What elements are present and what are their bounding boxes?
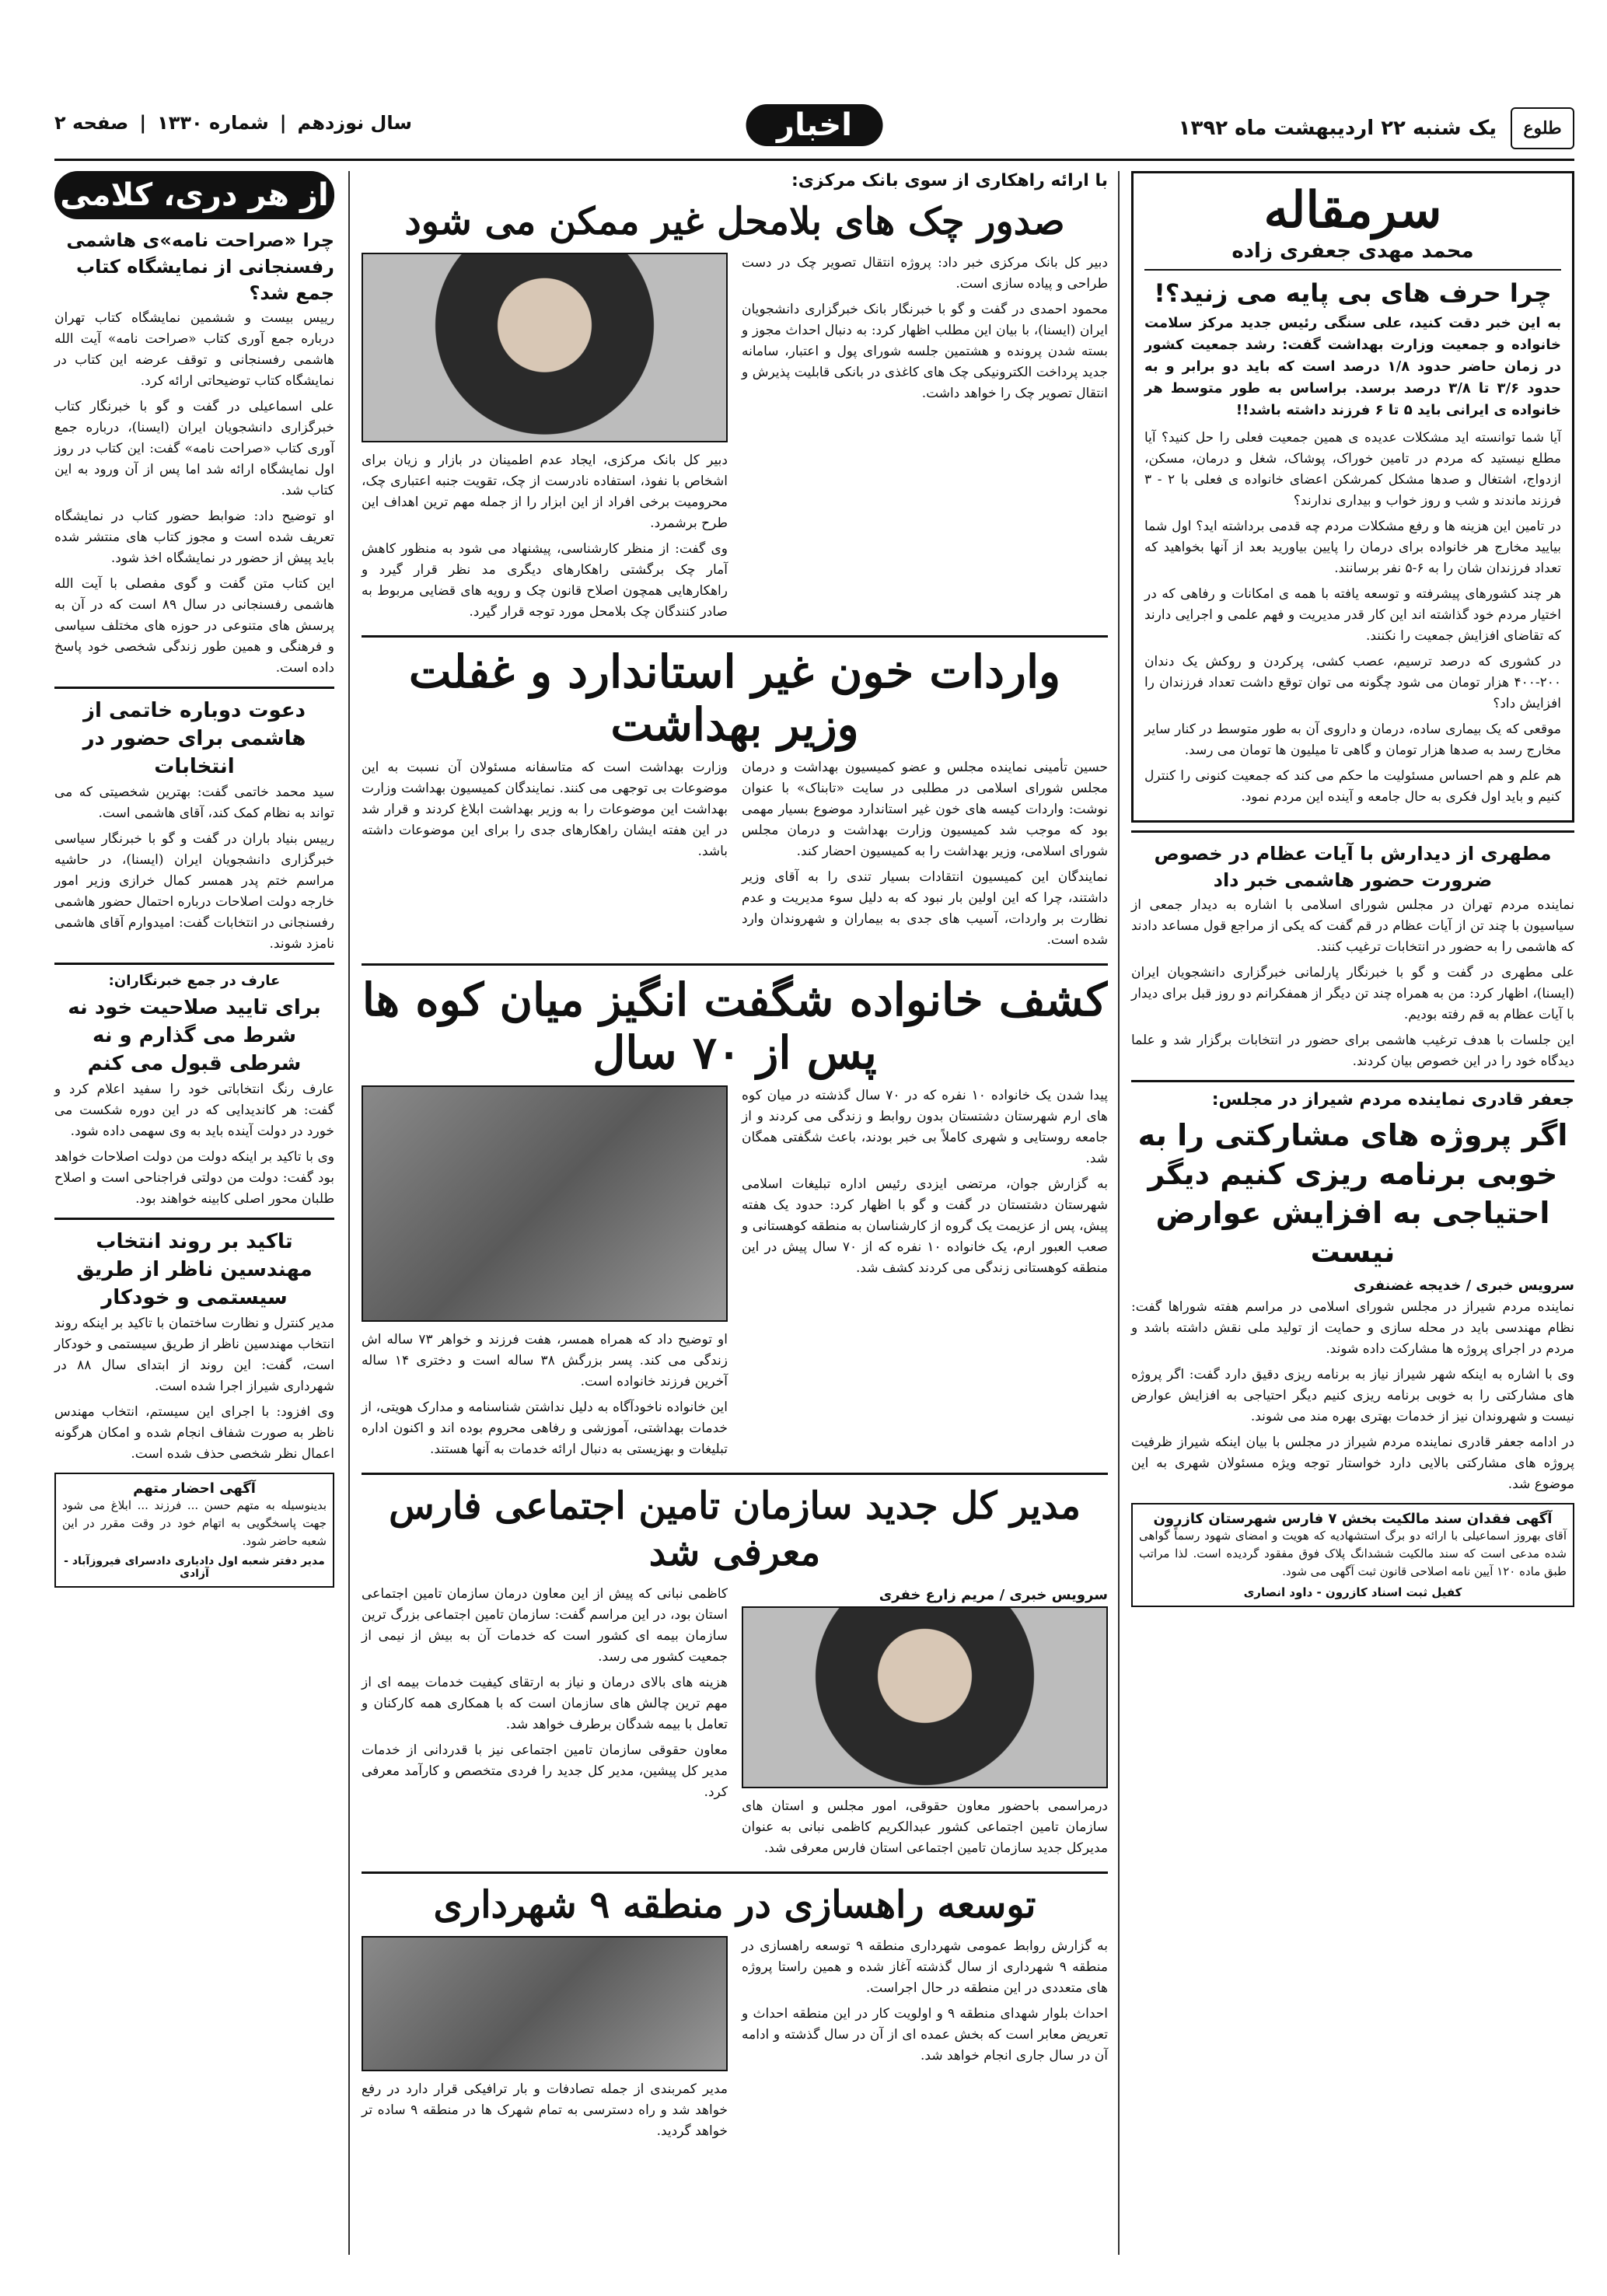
village-paragraph: این خانواده ناخودآگاه به دلیل نداشتن شناسنامه و مدارک هویتی، از خدمات بهداشتی، آموزشی و رفاهی محروم بوده اند و اکنون اداره تبلیغات و بهزیستی به دنبال ارائه خدمات به آنها هستند. bbox=[362, 1400, 728, 1457]
side-feature-paragraph: نماینده مردم شیراز در مجلس شورای اسلامی در مراسم هفته شوراها گفت: نظام مهندسی باید در محله سازی و حمایت از تولید ملی نقش داشته باشد و مردم در اجرای پروژه ها مشارکت داده شوند. bbox=[1131, 1299, 1574, 1357]
left-story-headline: برای تایید صلاحیت خود نه شرط می گذارم و نه شرطی قبول می کنم bbox=[68, 996, 321, 1075]
column-divider bbox=[348, 171, 350, 2255]
side-feature-headline: اگر پروژه های مشارکتی را به خوبی برنامه ریزی کنیم دیگر احتیاجی به افزایش عوارض نیست bbox=[1137, 1118, 1568, 1269]
left-story-paragraph: این کتاب متن گفت و گوی مفصلی با آیت الله هاشمی رفسنجانی در سال ۸۹ است که در آن به پرسش های متنوعی در حوزه های مختلف سیاسی و فرهنگی و همین طور زندگی شخصی خود پاسخ داده است. bbox=[54, 576, 334, 676]
manager-paragraph: درمراسمی باحضور معاون حقوقی، امور مجلس و استان های سازمان تامین اجتماعی کشور عبدالکریم کاظمی نبانی به عنوان مدیرکل جدید سازمان تامین اجتماعی استان فارس معرفی شد. bbox=[742, 1798, 1108, 1856]
issue-date: یک شنبه ۲۲ اردیبهشت ماه ۱۳۹۲ bbox=[1178, 117, 1497, 140]
left-story-headline: دعوت دوباره خاتمی از هاشمی برای حضور در انتخابات bbox=[82, 699, 306, 778]
side-feature-kicker: جعفر قادری نماینده مردم شیراز در مجلس: bbox=[1211, 1090, 1574, 1110]
editorial-paragraph: هر چند کشورهای پیشرفته و توسعه یافته با همه ی امکانات و رفاهی که در اختیار مردم خود گذاشته اند این کار قدر مدیریت و فهم علمی و اجرایی دارند که تقاضای افزایش جمعیت را نکنند. bbox=[1144, 586, 1561, 644]
side-feature-paragraph: وی با اشاره به اینکه شهر شیراز نیاز به برنامه ریزی دقیق دارد گفت: اگر پروژه های مشارکتی را به خوبی برنامه ریزی کنیم دیگر احتیاجی به افزایش عوارض نیست و شهروندان نیز از خدمات بهتری بهره مند می شوند. bbox=[1131, 1367, 1574, 1424]
village-paragraph: به گزارش جوان، مرتضی ایزدی رئیس اداره تبلیغات اسلامی شهرستان دشتستان در گفت و گو با اظهار کرد: حدود یک هفته پیش، پس از عزیمت یک گروه از کارشناسان به منطقه کوهستانی و صعب العبور ارم، یک خانواده ۱۰ نفره که از ۷۰ سال پیش در این منطقه کوهستانی زندگی می کردند کشف شد. bbox=[742, 1176, 1108, 1276]
summons-ad-signature: مدیر دفتر شعبه اول دادیاری دادسرای فیروزآباد - آزادی bbox=[64, 1555, 325, 1580]
editorial-author: محمد مهدی جعفری زاده bbox=[1144, 239, 1561, 271]
left-story-paragraph: عارف رنگ انتخاباتی خود را سفید اعلام کرد و گفت: هر کاندیدایی که در این دوره شکست می خورد در دولت آینده باید به وی سهمی داده شود. bbox=[54, 1082, 334, 1139]
manager-headline: مدیر کل جدید سازمان تامین اجتماعی فارس معرفی شد bbox=[389, 1484, 1081, 1574]
left-story-paragraph: او توضیح داد: ضوابط حضور کتاب در نمایشگاه تعریف شده است و مجوز کتاب های منتشر شده باید پیش از حضور در نمایشگاه اخذ شود. bbox=[54, 508, 334, 566]
editorial-paragraph: هم علم و هم احساس مسئولیت ما حکم می کند که جمعیت کنونی را کنترل کنیم و باید اول فکری به حال جامعه و آینده این مردم نمود. bbox=[1144, 768, 1561, 805]
left-story-headline: تاکید بر روند انتخاب مهندسین ناظر از طریق سیستمی و خودکار bbox=[76, 1230, 313, 1309]
column-divider bbox=[1118, 171, 1120, 2255]
editorial-headline: چرا حرف های بی پایه می زنید؟! bbox=[1154, 278, 1552, 308]
side-news-paragraph: نماینده مردم تهران در مجلس شورای اسلامی با اشاره به دیدار جمعی از سیاسیون با چند تن از آیات عظام در قم گفت که یکی از مراجع قول مساعد دادند که هاشمی را به حضور در انتخابات ترغیب کنند. bbox=[1131, 897, 1574, 955]
left-column bbox=[54, 171, 334, 1588]
side-feature-paragraph: در ادامه جعفر قادری نماینده مردم شیراز در مجلس با بیان اینکه شیراز ظرفیت پروژه های مشارکتی بالایی دارد خواستار توجه ویژه مسئولان شهری به این موضوع شد. bbox=[1131, 1435, 1574, 1492]
side-news-paragraph: این جلسات با هدف ترغیب هاشمی برای حضور در انتخابات برگزار شد و علما دیدگاه خود را در این خصوص بیان کردند. bbox=[1131, 1033, 1574, 1069]
legal-ad-title: آگهی فقدان سند مالکیت بخش ۷ فارس شهرستان کازرون bbox=[1153, 1511, 1553, 1527]
lead-paragraph: دبیر کل بانک مرکزی، ایجاد عدم اطمینان در بازار و زیان برای اشخاص با نفوذ، استفاده نادرست از چک، تقویت جنبه اعتباری چک، محرومیت برخی افراد از این ابزار را از جمله مهم ترین اهداف این طرح برشمرد. bbox=[362, 453, 728, 531]
left-story-paragraph: وی افزود: با اجرای این سیستم، انتخاب مهندس ناظر به صورت شفاف انجام شده و امکان هرگونه اعمال نظر شخصی حذف شده است. bbox=[54, 1404, 334, 1462]
side-news-headline: مطهری از دیدارش با آیات عظام در خصوص ضرورت حضور هاشمی خبر داد bbox=[1154, 843, 1552, 891]
left-story-paragraph: علی اسماعیلی در گفت و گو با خبرنگار کتاب خبرگزاری دانشجویان ایران (ایسنا)، درباره جمع آوری کتاب «صراحت نامه» گفت: این کتاب در روز اول نمایشگاه ارائه شد اما پس از آن ورود به این کتاب شد. bbox=[54, 399, 334, 498]
road-construction-photo bbox=[362, 1936, 728, 2071]
legal-ad-signature: کفیل ثبت اسناد کازرون - داود انصاری bbox=[1243, 1585, 1462, 1599]
left-story-paragraph: رییس بنیاد باران در گفت و گو با خبرنگار سیاسی خبرگزاری دانشجویان ایران (ایسنا)، در حاشیه مراسم ختم پدر همسر کمال خرازی وزیر امور خارجه دولت اصلاحات درباره احتمال حضور هاشمی رفسنجانی در انتخابات گفت: امیدوارم آقای هاشمی نامزد شوند. bbox=[54, 831, 334, 952]
road-paragraph: به گزارش روابط عمومی شهرداری منطقه ۹ توسعه راهسازی در منطقه ۹ شهرداری از سال گذشته آغاز شده و همین راستا پروژه های متعددی در این منطقه در حال اجراست. bbox=[742, 1938, 1108, 1996]
left-story-paragraph: سید محمد خاتمی گفت: بهترین شخصیتی که می تواند به نظام کمک کند، آقای هاشمی است. bbox=[54, 785, 334, 821]
manager-paragraph: کاظمی نبانی که پیش از این معاون درمان سازمان تامین اجتماعی استان بود، در این مراسم گفت: سازمان تامین اجتماعی بزرگ ترین سازمان بیمه ای کشور است که خدمات آن به بیش از نیمی از جمعیت کشور می رسد. bbox=[362, 1586, 728, 1665]
editorial-box bbox=[1131, 171, 1574, 823]
masthead: طلوع یک شنبه ۲۲ اردیبهشت ماه ۱۳۹۲ اخبار سال نوزدهم | شماره ۱۳۳۰ | صفحه ۲ bbox=[54, 101, 1574, 161]
village-paragraph: پیدا شدن یک خانواده ۱۰ نفره که در ۷۰ سال گذشته در میان کوه های ارم شهرستان دشتستان بدون روابط و زندگی می کردند و از جامعه روستایی و شهری کاملاً بی خبر بودند، باعث شگفتی همگان شد. bbox=[742, 1088, 1108, 1166]
side-feature-byline: سرویس خبری / خدیجه غضنفری bbox=[1354, 1277, 1574, 1294]
village-headline: کشف خانواده شگفت انگیز میان کوه ها پس از ۷۰ سال bbox=[362, 973, 1108, 1079]
blood-paragraph: نمایندگان این کمیسیون انتقادات بسیار تندی را به آقای وزیر داشتند، چرا که این اولین بار نبود که به دلیل سوء مدیریت و عدم نظارت بر واردات، آسیب های جدی به بیماران و شهروندان وارد شده است. bbox=[742, 869, 1108, 948]
official-photo bbox=[362, 253, 728, 442]
left-story-paragraph: مدیر کنترل و نظارت ساختمان با تاکید بر اینکه روند انتخاب مهندسین ناظر از طریق سیستمی و خودکار است، گفت: این روند از ابتدای سال ۸۸ در شهرداری شیراز اجرا شده است. bbox=[54, 1316, 334, 1394]
lead-kicker: با ارائه راهکاری از سوی بانک مرکزی: bbox=[791, 171, 1108, 190]
lead-headline: صدور چک های بلامحل غیر ممکن می شود bbox=[404, 200, 1065, 243]
lead-paragraph: وی گفت: از منظر کارشناسی، پیشنهاد می شود به منظور کاهش آمار چک برگشتی راهکارهای دیگری مد نظر قرار گیرد و راهکارهایی همچون اصلاح قانون چک و رویه های قضایی مربوط به صادر کنندگان چک بلامحل مورد توجه قرار گیرد. bbox=[362, 541, 728, 620]
blood-paragraph: حسین تأمینی نماینده مجلس و عضو کمیسیون بهداشت و درمان مجلس شورای اسلامی در مطلبی در سایت «تابناک» با عنوان نوشت: واردات کیسه های خون غیر استاندارد موضوع بسیار مهمی بود که موجب شد کمیسیون وزارت بهداشت و درمان مجلس شورای اسلامی، وزیر بهداشت را به کمیسیون احضار کند. bbox=[742, 760, 1108, 859]
manager-paragraph: معاون حقوقی سازمان تامین اجتماعی نیز با قدردانی از خدمات مدیر کل پیشین، مدیر کل جدید را فردی متخصص و کارآمد معرفی کرد. bbox=[362, 1742, 728, 1800]
editorial-title: سرمقاله bbox=[1263, 181, 1442, 239]
editorial-paragraph: در تامین این هزینه ها و رفع مشکلات مردم چه قدمی برداشته اید؟ اول شما بیایید مخارج هر خانواده برای درمان را پایین بیاورید بعد از آنها بخواهید که تعداد فرزندان شان را به ۶-۵ نفر برسانند. bbox=[1144, 519, 1561, 576]
volume-year: سال نوزدهم bbox=[297, 112, 412, 134]
section-title: اخبار bbox=[746, 104, 883, 146]
summons-ad-body: بدینوسیله به متهم حسن ... فرزند ... ابلاغ می شود جهت پاسخگویی به اتهام خود در وقت مقرر در این شعبه حاضر شود. bbox=[62, 1498, 327, 1548]
editorial-lead: به این خبر دقت کنید، علی سنگی رئیس جدید مرکز سلامت خانواده و جمعیت وزارت بهداشت گفت: رشد جمعیت کشور در زمان حاضر حدود ۱/۸ درصد است که باید دو برابر و به حدود ۳/۶ تا ۳/۸ درصد برسد. براساس به طور متوسط هر خانواده ی ایرانی باید ۵ تا ۶ فرزند داشته باشد!! bbox=[1144, 315, 1562, 418]
side-news-paragraph: علی مطهری در گفت و گو با خبرنگار پارلمانی خبرگزاری دانشجویان ایران (ایسنا)، اظهار کرد: من به همراه چند تن دیگر از همفکرانم دو روز قبل برای دیدار با آیات عظام به قم رفته بودیم. bbox=[1131, 965, 1574, 1022]
manager-photo bbox=[742, 1606, 1108, 1788]
left-story-kicker: عارف در جمع خبرنگاران: bbox=[108, 973, 281, 989]
left-story-headline: چرا «صراحت نامه»ی هاشمی رفسنجانی از نمایشگاه کتاب جمع شد؟ bbox=[66, 229, 334, 304]
newspaper-logo: طلوع bbox=[1511, 107, 1574, 149]
family-group-photo bbox=[362, 1085, 728, 1322]
lead-paragraph: محمود احمدی در گفت و گو با خبرنگار بانک خبرگزاری دانشجویان ایران (ایسنا)، با بیان این مطلب اظهار کرد: به دنبال احداث مجوز و بسته شدن پرونده و هشتمین جلسه شورای پول و اعتبار، سامانه جدید پرداخت الکترونیکی چک های کاغذی در بانکی قابلیت پذیرش و انتقال تصویر چک را خواهد داشت. bbox=[742, 302, 1108, 401]
issue-number: شماره ۱۳۳۰ bbox=[157, 112, 269, 134]
lead-paragraph: دبیر کل بانک مرکزی خبر داد: پروژه انتقال تصویر چک در دست طراحی و پیاده سازی است. bbox=[742, 255, 1108, 292]
left-story-paragraph: وی با تاکید بر اینکه دولت من دولت اصلاحات خواهد بود گفت: دولت من دولتی فراجناحی است و اصلاح طلبان محور اصلی کابینه خواهند بود. bbox=[54, 1149, 334, 1207]
road-paragraph: مدیر کمربندی از جمله تصادفات و بار ترافیکی قرار دارد در رفع خواهد شد و راه دسترسی به تمام شهرک ها در منطقه ۹ ساده تر خواهد گردید. bbox=[362, 2081, 728, 2139]
legal-ad bbox=[1131, 1503, 1574, 1607]
manager-paragraph: هزینه های بالای درمان و نیاز به ارتقای کیفیت خدمات بیمه ای از مهم ترین چالش های سازمان است که با همکاری همه کارکنان و تعامل با بیمه شدگان برطرف خواهد شد. bbox=[362, 1675, 728, 1732]
left-column-header: از هر دری، کلامی bbox=[54, 171, 334, 219]
editorial-paragraph: در کشوری که درصد ترسیم، عصب کشی، پرکردن و روکش یک دندان ۲۰۰-۴۰۰ هزار تومان می شود چگونه می توان توقع داشت تعداد فرزندان را افزایش داد؟ bbox=[1144, 654, 1561, 711]
road-paragraph: احداث بلوار شهدای منطقه ۹ و اولویت کار در این منطقه احداث و تعریض معابر است که بخش عمده ای از آن در سال گذشته و ادامه آن در سال جاری انجام خواهد شد. bbox=[742, 2006, 1109, 2064]
village-paragraph: او توضیح داد که همراه همسر، هفت فرزند و خواهر ۷۳ ساله اش زندگی می کند. پسر بزرگش ۳۸ ساله است و دختری ۱۴ ساله آخرین فرزند خانواده است. bbox=[362, 1332, 728, 1389]
summons-ad bbox=[54, 1473, 334, 1588]
left-story-paragraph: رییس بیست و ششمین نمایشگاه کتاب تهران درباره جمع آوری کتاب «صراحت نامه» آیت الله هاشمی رفسنجانی و توقف عرضه این کتاب در نمایشگاه کتاب توضیحاتی ارائه کرد. bbox=[54, 310, 334, 389]
legal-ad-body: آقای بهروز اسماعیلی با ارائه دو برگ استشهادیه که هویت و امضای شهود رسماً گواهی شده مدعی است که سند مالکیت ششدانگ پلاک فوق مفقود گردیده است. لذا مراتب طبق ماده ۱۲۰ آیین نامه اصلاحی قانون ثبت آگهی می شود. bbox=[1139, 1529, 1567, 1578]
road-headline: توسعه راهسازی در منطقه ۹ شهرداری bbox=[433, 1883, 1036, 1927]
summons-ad-title: آگهی احضار متهم bbox=[133, 1480, 256, 1497]
blood-paragraph: وزارت بهداشت است که متاسفانه مسئولان آن نسبت به این موضوعات بی توجهی می کنند. نمایندگان کمیسیون بهداشت وزارت بهداشت این موضوعات را به وزیر بهداشت ابلاغ کردند و قرار شد در این هفته ایشان راهکارهای جدی را برای این موضوعات داشته باشد. bbox=[362, 760, 728, 859]
newspaper-page bbox=[54, 101, 1574, 2263]
manager-byline: سرویس خبری / مریم زارع خفری bbox=[879, 1587, 1108, 1603]
page-number: صفحه ۲ bbox=[54, 112, 129, 134]
middle-column bbox=[362, 171, 1108, 2147]
editorial-paragraph: موقعی که یک بیماری ساده، درمان و داروی آن به طور متوسط در کنار سایر مخارج رسد به صدها هزار تومان و گاهی تا میلیون ها تومان می رسد. bbox=[1144, 722, 1561, 758]
blood-headline: واردات خون غیر استاندارد و غفلت وزیر بهداشت bbox=[408, 645, 1061, 751]
right-column bbox=[1131, 171, 1574, 1607]
editorial-paragraph: آیا شما توانسته اید مشکلات عدیده ی همین جمعیت فعلی را حل کنید؟ آیا مطلع نیستید که مردم در تامین خوراک، پوشاک، شغل و درمان، مسکن، ازدواج، اشتغال و صدها مشکل کمرشکن اعضای خانواده ی فعلی با ۲ - ۳ فرزند ماندند و شب و روز خواب و بیداری ندارند؟ bbox=[1144, 430, 1561, 508]
